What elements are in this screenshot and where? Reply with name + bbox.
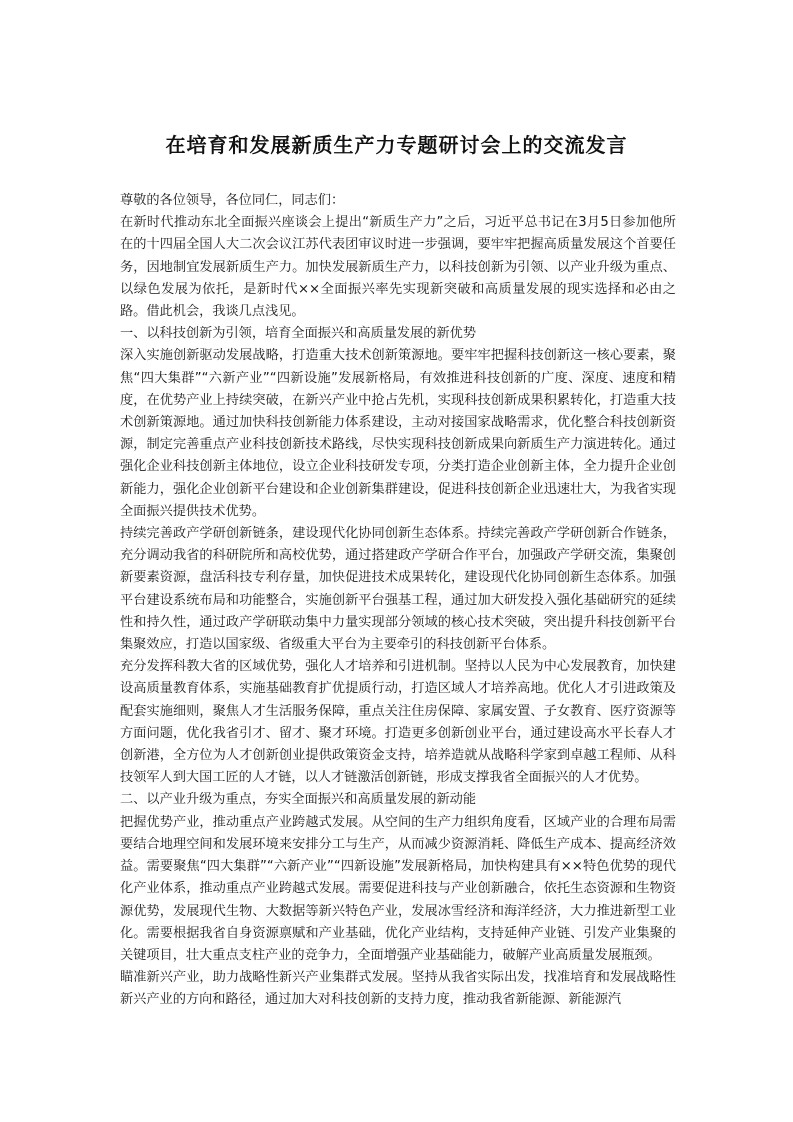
intro-paragraph: 在新时代推动东北全面振兴座谈会上提出“新质生产力”之后，习近平总书记在3月5日参加他所在的十四届全国人大二次会议江苏代表团审议时进一步强调，要牢牢把握高质量发展这个首要任务，因地制宜发展新质生产力。加快发展新质生产力，以科技创新为引领、以产业升级为重点、以绿色发展为依托，是新时代××全面振兴率先实现新突破和高质量发展的现实选择和必由之路。借此机会，我谈几点浅见。 (120, 215, 676, 320)
paragraph-1: 深入实施创新驱动发展战略，打造重大技术创新策源地。要牢牢把握科技创新这一核心要素，聚焦“四大集群”“六新产业”“四新设施”发展新格局，有效推进科技创新的广度、深度、速度和精度，在优势产业上持续突破，在新兴产业中抢占先机，实现科技创新成果积累转化，打造重大技术创新策源地。通过加快科技创新能力体系建设，主动对接国家战略需求，优化整合科技创新资源，制定完善重点产业科技创新技术路线，尽快实现科技创新成果向新质生产力演进转化。通过强化企业科技创新主体地位，设立企业科技研发专项，分类打造企业创新主体，全力提升企业创新能力，强化企业创新平台建设和企业创新集群建设，促进科技创新企业迅速壮大，为我省实现全面振兴提供技术优势。 (120, 348, 676, 519)
paragraph-2: 持续完善政产学研创新链条，建设现代化协同创新生态体系。持续完善政产学研创新合作链条，充分调动我省的科研院所和高校优势，通过搭建政产学研合作平台，加强政产学研交流，集聚创新要素资源，盘活科技专利存量，加快促进技术成果转化，建设现代化协同创新生态体系。加强平台建设系统布局和功能整合，实施创新平台强基工程，通过加大研发投入强化基础研究的延续性和持久性，通过政产学研联动集中力量实现部分领域的核心技术突破，突出提升科技创新平台集聚效应，打造以国家级、省级重大平台为主要牵引的科技创新平台体系。 (120, 526, 676, 653)
section-heading-2: 二、以产业升级为重点，夯实全面振兴和高质量发展的新动能 (120, 792, 477, 808)
salutation: 尊敬的各位领导，各位同仁，同志们： (120, 193, 345, 208)
paragraph-4: 把握优势产业，推动重点产业跨越式发展。从空间的生产力组织角度看，区域产业的合理布局需要结合地理空间和发展环境来安排分工与生产，从而减少资源消耗、降低生产成本、提高经济效益。需要聚焦“四大集群”“六新产业”“四新设施”发展新格局，加快构建具有××特色优势的现代化产业体系，推动重点产业跨越式发展。需要促进科技与产业创新融合，依托生态资源和生物资源优势，发展现代生物、大数据等新兴特色产业，发展冰雪经济和海洋经济，大力推进新型工业化。需要根据我省自身资源禀赋和产业基础，优化产业结构，支持延伸产业链、引发产业集聚的关键项目，壮大重点支柱产业的竞争力，全面增强产业基础能力，破解产业高质量发展瓶颈。 (120, 814, 676, 963)
document-title: 在培育和发展新质生产力专题研讨会上的交流发言 (165, 133, 628, 157)
section-heading-1: 一、以科技创新为引领，培育全面振兴和高质量发展的新优势 (120, 326, 477, 342)
document-body (120, 190, 676, 1012)
paragraph-3: 充分发挥科教大省的区域优势，强化人才培养和引进机制。坚持以人民为中心发展教育，加快建设高质量教育体系，实施基础教育扩优提质行动，打造区域人才培养高地。优化人才引进政策及配套实施细则，聚焦人才生活服务保障，重点关注住房保障、家属安置、子女教育、医疗资源等方面问题，优化我省引才、留才、聚才环境。打造更多创新创业平台，通过建设高水平长春人才创新港，全方位为人才创新创业提供政策资金支持，培养造就从战略科学家到卓越工程师、从科技领军人到大国工匠的人才链，以人才链激活创新链，形成支撑我省全面振兴的人才优势。 (120, 659, 676, 786)
paragraph-5: 瞄准新兴产业，助力战略性新兴产业集群式发展。坚持从我省实际出发，找准培育和发展战略性新兴产业的方向和路径，通过加大对科技创新的支持力度，推动我省新能源、新能源汽 (120, 970, 676, 1008)
